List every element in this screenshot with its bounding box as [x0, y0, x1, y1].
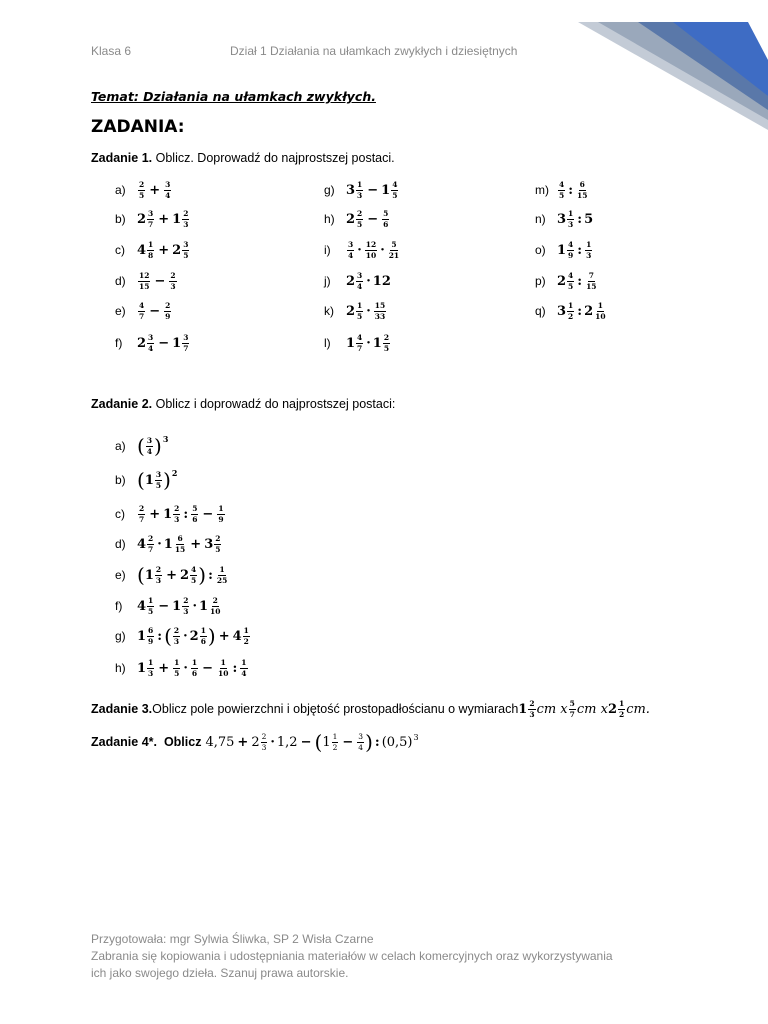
task-1-item-e: e) 4 7 − $\frac{2}{9}$ — [115, 301, 171, 321]
item-label: c) — [115, 507, 125, 521]
task-1-item-d: d) 12 15 − $\frac{2}{3}$ — [115, 271, 176, 291]
task-1-text: Oblicz. Doprowadź do najprostszej postaci. — [152, 151, 395, 165]
item-label: a) — [115, 183, 126, 197]
task-1-item-m: m) 4 5 : 6 15 — [535, 180, 588, 200]
item-label: m) — [535, 183, 549, 197]
task-2-item-d: d) 4 2 7 · 1 6 15 + 3 $\frac{2}{5}$ — [115, 534, 221, 554]
task-1-item-c: c) 4 1 8 + 2 $\frac{3}{5}$ — [115, 240, 189, 260]
task-1-item-q: q) 3 1 2 : 2 1 10 — [535, 301, 606, 321]
item-label: e) — [115, 568, 126, 582]
item-label: p) — [535, 274, 546, 288]
item-label: f) — [115, 599, 123, 613]
task-1-head: Zadanie 1. — [91, 151, 153, 165]
task-1-item-b: b) 2 3 7 + 1 $\frac{2}{3}$ — [115, 209, 189, 229]
footer-copyright-1: Zabrania się kopiowania i udostępniania materiałów w celach komercyjnych oraz wykorzystywania — [91, 949, 613, 963]
task-1-item-i: i) 3 4 · 12 10 · 5 21 — [324, 240, 400, 260]
task-1-item-o: o) 1 4 9 : 1 3 — [535, 240, 592, 260]
item-label: e) — [115, 304, 126, 318]
task-2-item-a: a) ( 3 4 ) 3 — [115, 434, 169, 458]
item-label: h) — [324, 212, 335, 226]
lesson-topic: Temat: Działania na ułamkach zwykłych. — [91, 89, 376, 104]
item-label: k) — [324, 304, 334, 318]
task-3-line — [91, 700, 650, 718]
task-2-title — [91, 397, 395, 411]
item-label: d) — [115, 537, 126, 551]
header-section: Dział 1 Działania na ułamkach zwykłych i dziesiętnych — [230, 44, 518, 58]
tasks-heading: ZADANIA: — [91, 117, 185, 137]
task-2-item-f: f) 4 1 5 − 1 $\frac{2}{3}$ · 1 2 10 — [115, 596, 221, 616]
task-2-item-g: g) 1 6 9 : ( 2 3 · 2 1 6 ) + 4 $\frac{1}{2}$ — [115, 624, 249, 648]
task-2-item-b: b) ( 1 3 5 ) 2 — [115, 468, 178, 492]
task-1-item-l: l) 1 4 7 · 1 2 5 — [324, 333, 390, 353]
task-2-text: Oblicz i doprowadź do najprostszej postaci: — [152, 397, 396, 411]
task-4-line — [91, 732, 419, 752]
task-1-title — [91, 151, 395, 165]
task-2-item-h: h) 1 1 3 + $\frac{1}{5}$ · 1 6 − $\frac{1}{10}$ : 1 4 — [115, 658, 247, 678]
item-label: c) — [115, 243, 125, 257]
item-label: d) — [115, 274, 126, 288]
item-label: o) — [535, 243, 546, 257]
corner-decoration — [578, 0, 768, 130]
task-1-item-p: p) 2 4 5 : 7 15 — [535, 271, 597, 291]
item-label: h) — [115, 661, 126, 675]
item-label: l) — [324, 336, 331, 350]
task-2-item-c: c) 2 7 + 1 $\frac{2}{3}$ : 5 6 − $\frac{1}{9}$ — [115, 504, 224, 524]
task-4-head: Zadanie 4*. — [91, 735, 157, 749]
item-label: i) — [324, 243, 331, 257]
item-label: b) — [115, 212, 126, 226]
item-label: g) — [115, 629, 126, 643]
item-label: b) — [115, 473, 126, 487]
header-class: Klasa 6 — [91, 44, 132, 58]
task-2-item-e: e) ( 1 2 3 + 2 $\frac{4}{5}$ ) : 1 25 — [115, 563, 228, 587]
task-1-item-g: g) 3 1 3 − 1 $\frac{4}{5}$ — [324, 180, 398, 200]
task-1-item-n: n) 3 1 3 : 5 — [535, 209, 594, 229]
footer — [91, 931, 613, 982]
task-3-head: Zadanie 3. — [91, 702, 153, 716]
footer-copyright-2: ich jako swojego dzieła. Szanuj prawa autorskie. — [91, 966, 349, 980]
task-1-item-h: h) 2 2 5 − $\frac{5}{6}$ — [324, 209, 389, 229]
task-2-head: Zadanie 2. — [91, 397, 153, 411]
task-4-expression: 4,75 + 2 $\frac{2}{3}$ · 1,2 − ( 1 1 2 − $\frac{3}{4}$ ) : (0,5) 3 — [205, 730, 419, 754]
task-3-text: Oblicz pole powierzchni i objętość prostopadłościanu o wymiarach — [152, 702, 519, 716]
item-label: g) — [324, 183, 335, 197]
item-label: a) — [115, 439, 126, 453]
item-label: j) — [324, 274, 331, 288]
task-1-item-a: a) 2 5 + $\frac{3}{4}$ — [115, 180, 171, 200]
item-label: q) — [535, 304, 546, 318]
task-4-text: Oblicz — [157, 735, 202, 749]
task-3-dimensions: 1 2 3 cm x 5 7 cm x 2 1 2 cm. — [518, 699, 650, 719]
item-label: f) — [115, 336, 123, 350]
item-label: n) — [535, 212, 546, 226]
task-1-item-f: f) 2 3 4 − 1 $\frac{3}{7}$ — [115, 333, 189, 353]
footer-author: Przygotowała: mgr Sylwia Śliwka, SP 2 Wisła Czarne — [91, 932, 374, 946]
task-1-item-k: k) 2 1 5 · 15 33 — [324, 301, 386, 321]
task-1-item-j: j) 2 3 4 · 12 — [324, 271, 391, 291]
